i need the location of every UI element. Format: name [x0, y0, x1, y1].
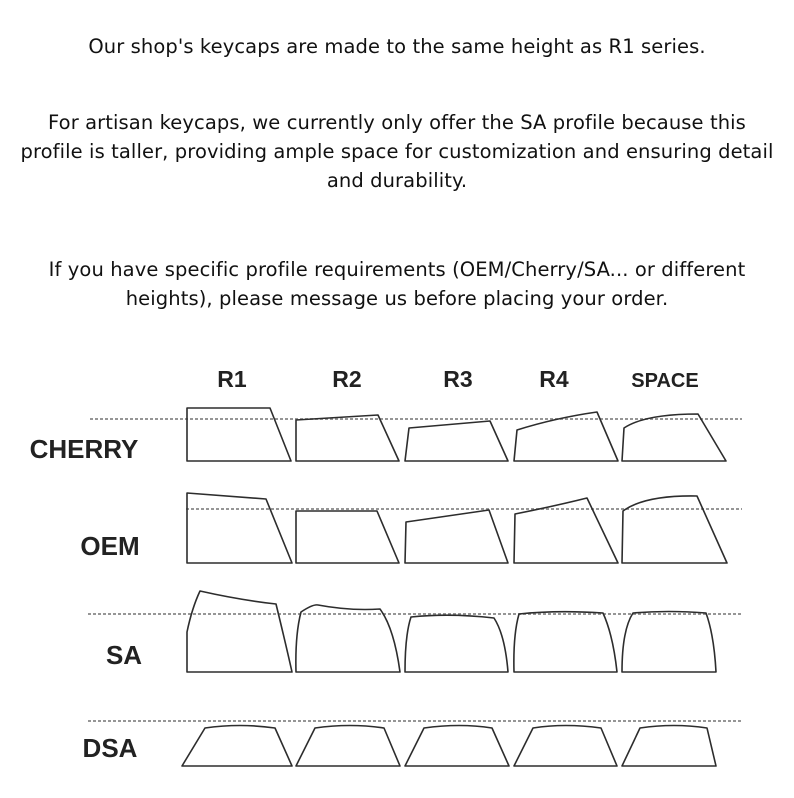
oem-r3-keycap	[405, 510, 508, 563]
artisan-profile-note: For artisan keycaps, we currently only offer the SA profile because this profile is taller, providing ample space for customization and ensuring detail and durability.	[20, 111, 774, 192]
column-header-r1: R1	[217, 366, 247, 392]
sa-r4-keycap	[514, 612, 617, 672]
row-label-cherry: CHERRY	[29, 434, 139, 464]
height-note: Our shop's keycaps are made to the same height as R1 series.	[88, 35, 706, 58]
column-header-r2: R2	[332, 366, 362, 392]
cherry-space-keycap	[622, 414, 726, 461]
column-header-r4: R4	[539, 366, 569, 392]
sa-space-keycap	[622, 612, 716, 673]
keycap-profile-diagram	[0, 350, 794, 794]
dsa-space-keycap	[622, 726, 716, 767]
cherry-r2-keycap	[296, 415, 399, 461]
oem-r1-keycap	[187, 493, 292, 563]
dsa-r2-keycap	[296, 726, 400, 767]
dsa-r3-keycap	[405, 726, 509, 767]
row-label-dsa: DSA	[82, 733, 138, 763]
cherry-r3-keycap	[405, 421, 508, 461]
sa-r1-keycap	[187, 591, 292, 672]
dsa-r4-keycap	[514, 726, 617, 767]
oem-space-keycap	[622, 496, 727, 563]
sa-r2-keycap	[296, 605, 400, 672]
cherry-r1-keycap	[187, 408, 291, 461]
sa-r3-keycap	[405, 615, 508, 672]
column-header-space: SPACE	[631, 370, 699, 392]
profile-diagram-svg	[0, 350, 794, 794]
dsa-r1-keycap	[182, 726, 292, 767]
oem-r2-keycap	[296, 511, 399, 563]
oem-r4-keycap	[514, 498, 618, 563]
row-label-oem: OEM	[80, 531, 140, 561]
row-label-sa: SA	[105, 640, 143, 670]
column-header-r3: R3	[443, 366, 473, 392]
profile-request-note: If you have specific profile requirements (OEM/Cherry/SA... or different heights), please message us before placing your order.	[48, 258, 746, 310]
